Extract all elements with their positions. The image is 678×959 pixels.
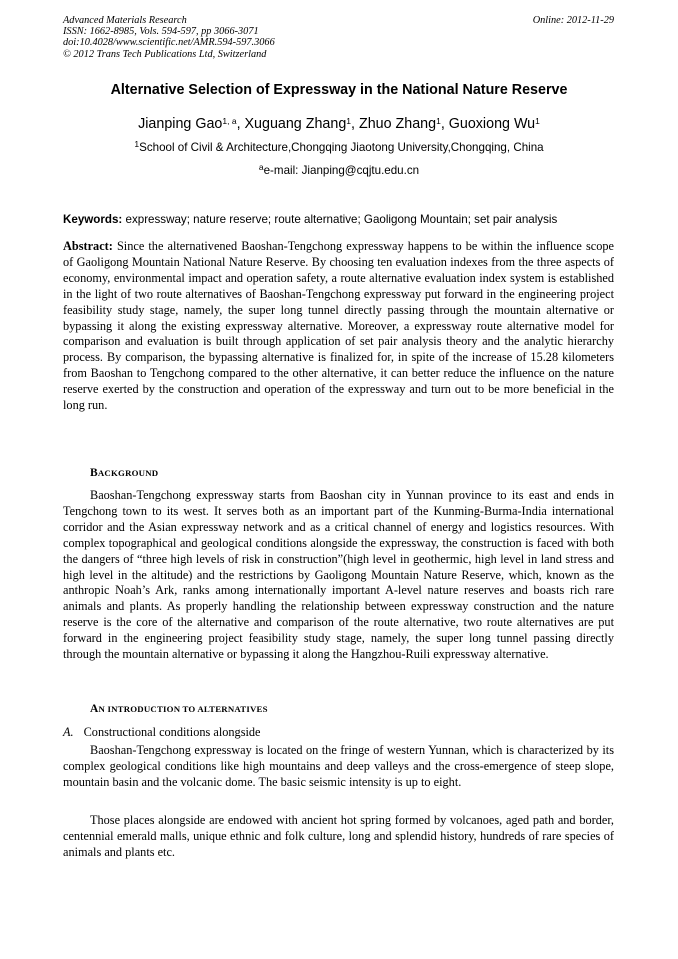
section-heading-intro: AN INTRODUCTION TO ALTERNATIVES	[90, 703, 268, 715]
subsection-label: A.	[63, 725, 74, 739]
subsection-heading	[63, 725, 261, 741]
keywords	[63, 212, 619, 227]
email-mark: a	[258, 162, 264, 172]
section-heading-background: BACKGROUND	[90, 467, 159, 479]
affiliation	[0, 140, 678, 155]
affiliation-mark: 1	[134, 139, 140, 149]
author-affil-mark: 1	[436, 116, 441, 126]
author-list: Jianping Gao$^{1, a}$, Xuguang Zhang$^1$, Zhuo Zhang$^1$, Guoxiong Wu$^1$	[138, 116, 540, 132]
author-name: Zhuo Zhang	[358, 116, 437, 132]
subsection-title: Constructional conditions alongside	[83, 725, 261, 739]
intro-paragraph-1: Baoshan-Tengchong expressway is located on the fringe of western Yunnan, which is characterized by its complex geological conditions like high mountains and deep valleys and the cross-emergence of steep slope, mountain basin and the volcanic dome. The basic seismic intensity is up to eight.	[63, 743, 614, 789]
background-paragraph: Baoshan-Tengchong expressway starts from Baoshan city in Yunnan province to its east and ends in Tengchong town to its west. It serves both as an important part of the Kunming-Burma-India international corridor and the Asian expressway network and as a critical channel of energy and logistics resources. With complex topographical and geological conditions alongside the expressway, the construction is faced with both the dangers of “three high levels of risk in construction”(high level in geothermic, high level in land stress and high level in the altitude) and the restrictions by Gaoligong Mountain Nature Reserve, which, known as the anthropic Noah’s Ark, ranks among internationally important A-level nature reserves and boasts rich rare animals and plants. As properly handling the relationship between expressway construction and the nature reserve is the core of the alternative and comparison of the route alternative, two route alternatives are put forward in the engineering project feasibility study stage, namely, the super long tunnel passing directly through the mountain alternative or bypassing it along the Hangzhou-Ruili expressway alternative.	[63, 488, 614, 662]
contact-email	[0, 163, 678, 178]
copyright-line: © 2012 Trans Tech Publications Ltd, Switzerland	[63, 48, 267, 60]
affiliation-text: School of Civil & Architecture,Chongqing Jiaotong University,Chongqing, China	[139, 141, 544, 154]
paper-title: Alternative Selection of Expressway in the National Nature Reserve	[110, 82, 568, 98]
author-affil-mark: 1	[346, 116, 352, 126]
abstract-label: Abstract:	[63, 239, 113, 253]
author-affil-mark: 1, a	[222, 116, 237, 126]
author-name: Guoxiong Wu	[448, 116, 536, 132]
keywords-label: Keywords:	[63, 213, 123, 226]
abstract	[63, 239, 614, 414]
issn-line: ISSN: 1662-8985, Vols. 594-597, pp 3066-3071	[63, 26, 259, 38]
journal-name: Advanced Materials Research	[63, 15, 187, 26]
author-affil-mark: 1	[535, 116, 540, 126]
keywords-text: expressway; nature reserve; route alternative; Gaoligong Mountain; set pair analysis	[122, 213, 558, 226]
journal-header	[63, 15, 275, 60]
author-name: Jianping Gao	[138, 116, 223, 132]
intro-paragraph-2: Those places alongside are endowed with ancient hot spring formed by volcanoes, aged path and border, centennial emerald malls, unique ethnic and folk culture, long and splendid history, hundreds of rare species of animals and plants etc.	[63, 813, 614, 859]
author-name: Xuguang Zhang	[244, 116, 347, 132]
doi-line: doi:10.4028/www.scientific.net/AMR.594-597.3066	[63, 37, 275, 49]
email-text: e-mail: Jianping@cqjtu.edu.cn	[263, 164, 420, 177]
online-date: Online: 2012-11-29	[532, 15, 614, 26]
abstract-text: Since the alternativened Baoshan-Tengchong expressway happens to be within the influence scope of Gaoligong Mountain National Nature Reserve. By choosing ten evaluation indexes from the three aspects of economy, environmental impact and operation safety, a route alternative evaluation index system is established in the light of two route alternatives of Baoshan-Tengchong expressway put forward in the engineering project feasibility study stage, namely, the super long tunnel directly passing through the mountain alternative or bypassing it along the existing expressway alternative. Moreover, a expressway route alternative model for comparison and evaluation is built through application of set pair analysis theory and the analytic hierarchy process. By comparison, the bypassing alternative is finalized for, in spite of the increase of 15.28 kilometers from Baoshan to Tengchong compared to the other alternative, it can better reduce the influence on the nature reserve exerted by the construction and operation of the expressway and turn out to be more beneficial in the long run.	[63, 239, 614, 413]
